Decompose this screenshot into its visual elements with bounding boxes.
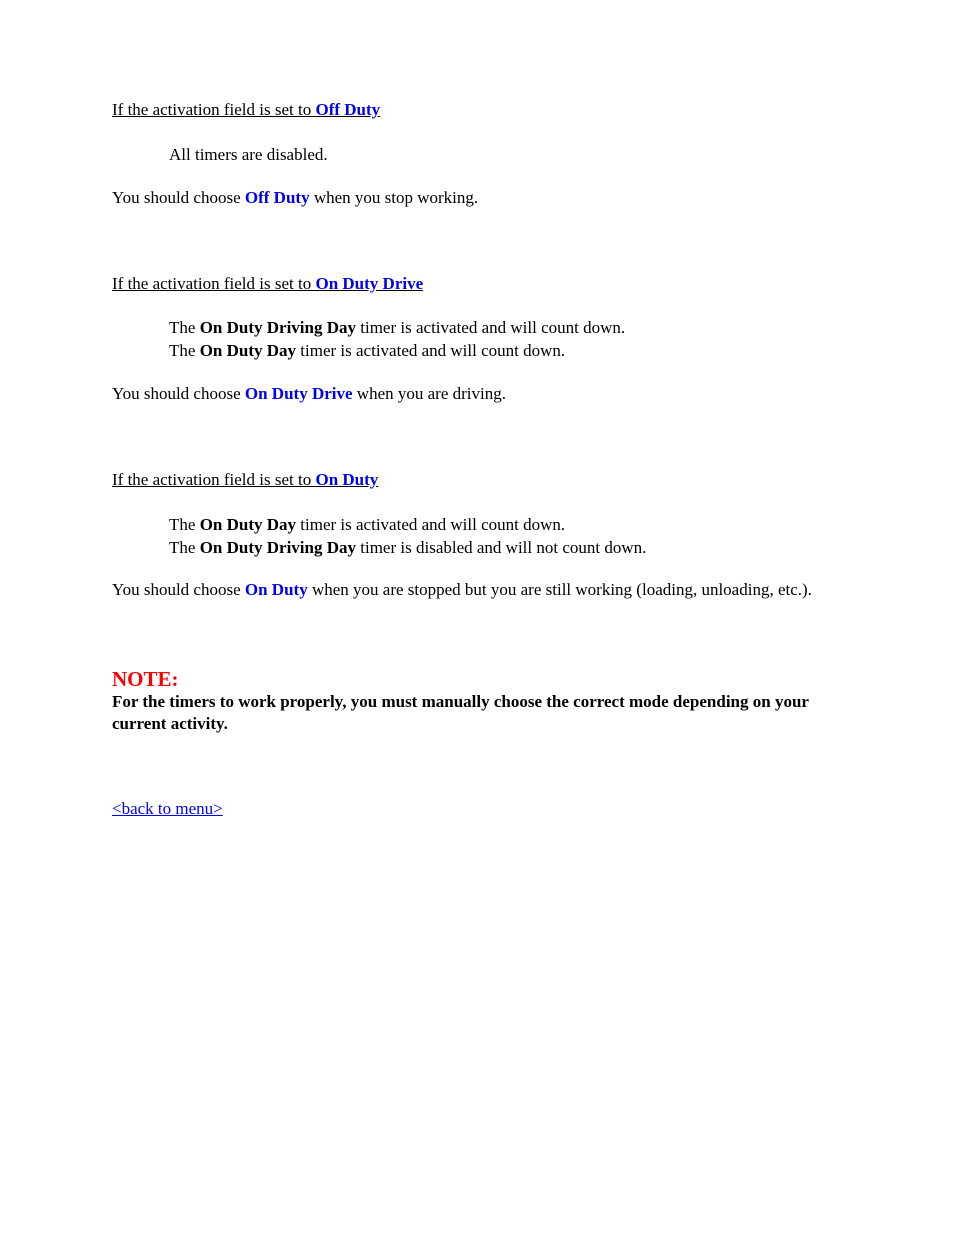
detail-pre: The	[169, 515, 200, 534]
advice-mode: Off Duty	[244, 188, 310, 207]
mode-off-duty: Off Duty	[315, 100, 381, 119]
advice-prefix: You should choose	[112, 580, 245, 599]
heading-prefix: If the activation field is set to	[112, 470, 316, 489]
section-on-duty-drive-heading	[112, 273, 423, 295]
on-duty-drive-detail-1	[169, 317, 625, 339]
on-duty-drive-detail-2	[169, 340, 565, 362]
advice-suffix: when you are driving.	[352, 384, 506, 403]
note-body: For the timers to work properly, you must manually choose the correct mode depending on your current activity.	[112, 692, 809, 733]
detail-pre: The	[169, 318, 200, 337]
on-duty-detail-2	[169, 537, 646, 559]
mode-on-duty-drive: On Duty Drive	[315, 274, 424, 293]
detail-text: All timers are disabled.	[169, 145, 328, 164]
mode-on-duty: On Duty	[315, 470, 379, 489]
on-duty-advice	[112, 579, 812, 601]
back-to-menu-link[interactable]: <back to menu>	[112, 799, 223, 818]
section-off-duty-heading	[112, 99, 380, 121]
detail-post: timer is disabled and will not count down.	[356, 538, 647, 557]
detail-pre: The	[169, 538, 200, 557]
advice-prefix: You should choose	[112, 188, 245, 207]
on-duty-detail-1	[169, 514, 565, 536]
detail-post: timer is activated and will count down.	[296, 341, 566, 360]
heading-prefix: If the activation field is set to	[112, 274, 316, 293]
note-title: NOTE:	[112, 667, 179, 691]
timer-name: On Duty Day	[199, 341, 297, 360]
detail-post: timer is activated and will count down.	[356, 318, 626, 337]
off-duty-advice	[112, 187, 478, 209]
detail-post: timer is activated and will count down.	[296, 515, 566, 534]
heading-prefix: If the activation field is set to	[112, 100, 316, 119]
off-duty-detail	[169, 144, 328, 166]
advice-mode: On Duty Drive	[244, 384, 353, 403]
timer-name: On Duty Day	[199, 515, 297, 534]
timer-name: On Duty Driving Day	[199, 538, 357, 557]
advice-suffix: when you stop working.	[309, 188, 479, 207]
back-link-container	[112, 798, 223, 820]
detail-pre: The	[169, 341, 200, 360]
advice-prefix: You should choose	[112, 384, 245, 403]
section-on-duty-heading	[112, 469, 378, 491]
timer-name: On Duty Driving Day	[199, 318, 357, 337]
advice-suffix: when you are stopped but you are still working (loading, unloading, etc.).	[307, 580, 812, 599]
advice-mode: On Duty	[244, 580, 308, 599]
on-duty-drive-advice	[112, 383, 506, 405]
